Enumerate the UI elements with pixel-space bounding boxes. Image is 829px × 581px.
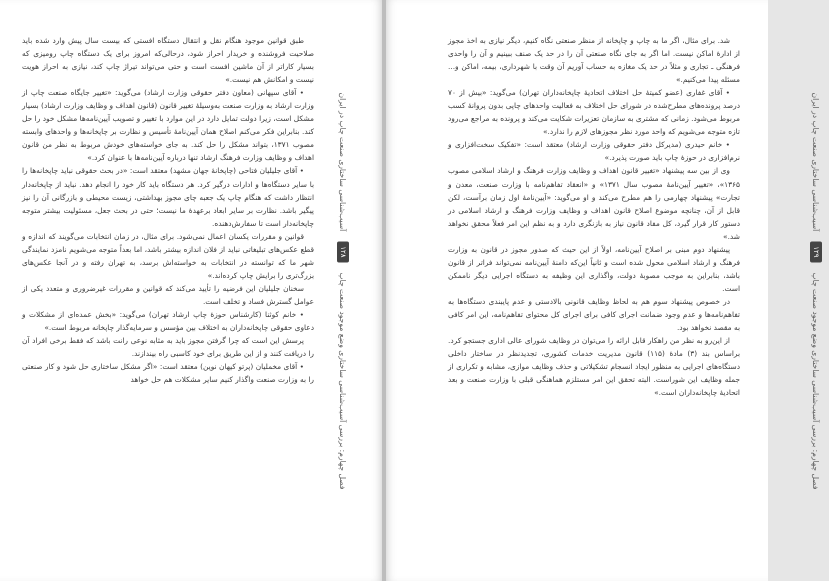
paragraph: سخنان جلیلیان این فرضیه را تأیید می‌کند که قوانین و مقررات غیرضروری و متعدد یکی از عوامل گسترش فساد و تخلف است. (22, 283, 314, 306)
running-chapter: فصل چهارم: بررسی آسیب‌شناسی ساختاری وضع موجود صنعت چاپ (338, 271, 348, 489)
right-page-text (448, 34, 740, 554)
paragraph: • خانم کوثنا (کارشناس حوزهٔ چاپ ارشاد تهران) می‌گوید: «بخش عمده‌ای از مشکلات و دعاوی حقوقی چاپخانه‌داران به اختلاف بین مؤسس و سرمایه‌گذار چاپخانه مربوط است.» (22, 309, 314, 333)
paragraph: • آقای جلیلیان فتاحی (چاپخانهٔ جهان مشهد) معتقد است: «در بحث حقوقی نباید چاپخانه‌ها را با سایر دستگاه‌ها و ادارات درگیر کرد. هر دستگاه باید کار خود را انجام دهد. نباید از چاپخانه‌دار انتظار داشت که هنگام چاپ یک جعبه چای مجوز بهداشتی، زیست محیطی و بازرگانی آن را نیز پیگیر باشد. نظارت بر سایر ابعاد برعهدهٔ ما نیست؛ حتی در بحث جعل، مسئولیت بیشتر متوجه چاپخانه‌دار است تا سفارش‌دهنده. (22, 166, 314, 228)
paragraph: • خانم حیدری (مدیرکل دفتر حقوقی وزارت ارشاد) معتقد است: «تفکیک سخت‌افزاری و نرم‌افزاری در حوزهٔ چاپ باید صورت پذیرد.» (448, 140, 740, 163)
left-page (0, 0, 382, 581)
paragraph: • آقای غفاری (عضو کمیتهٔ حل اختلاف اتحادیهٔ چاپخانه‌داران تهران) می‌گوید: «بیش از ۷۰ درصد پرونده‌های مطرح‌شده در شورای حل اختلاف به فعالیت واحدهای چاپی بدون پروانهٔ کسب مربوط می‌شود. زمانی که مشتری به سازمان تعزیرات شکایت می‌کند و پرونده به مراجع می‌رود تازه متوجه می‌شویم که واحد مورد نظر مجوزهای لازم را ندارد.» (448, 88, 740, 137)
right-page (386, 0, 821, 581)
left-page-text (22, 34, 314, 554)
page-number: ۱۲۸ (337, 241, 349, 262)
paragraph: • آقای سپهانی (معاون دفتر حقوقی وزارت ارشاد) می‌گوید: «تغییر جایگاه صنعت چاپ از وزارت ارشاد به وزارت صنعت به‌وسیلهٔ تغییر قانون (قانون اهداف و وظایف وزارت ارشاد) بسیار مشکل است، زیرا دولت تمایل دارد در این موارد با تغییر و تصویب آیین‌نامه‌ها مشکل خود را حل کند. بنابراین فکر می‌کنم اصلاح همان آیین‌نامهٔ تأسیس و نظارت بر چاپخانه‌ها و واحدهای وابسته مصوب ۱۳۷۱، بتواند مشکل را حل کند. به جای خواسته‌های خودش مربوط به نظر من قانون اهداف و وظایف وزارت فرهنگ ارشاد تنها درباره آیین‌نامه‌ها با عنوان کرد.» (22, 88, 314, 163)
paragraph: • آقای مخملیان (پرتو کیهان نوین) معتقد است: «اگر مشکل ساختاری حل شود و کار صنعتی را به وزارت صنعت واگذار کنیم سایر مشکلات هم حل خواهد (22, 362, 314, 385)
paragraph: پیشنهاد دوم مبنی بر اصلاح آیین‌نامه، اولاً از این حیث که صدور مجوز در قانون به وزارت فرهنگ و ارشاد اسلامی محول شده است و ثانیاً این‌که دامنهٔ آیین‌نامه نمی‌تواند فراتر از قانون باشد، بنابراین به موجب مصوبهٔ دولت، واگذاری این وظیفه به دستگاه اجرایی دیگر ناممکن است. (448, 244, 740, 293)
paragraph: پرسش این است که چرا گرفتن مجوز باید به مثابه نوعی رانت باشد که فقط برخی افراد آن را دریافت کنند و از این طریق برای خود کاسبی راه بیندازند. (22, 336, 314, 359)
paragraph: شد. برای مثال، اگر ما به چاپ و چاپخانه از منظر صنعتی نگاه کنیم، دیگر نیازی به اخذ مجوز از ادارهٔ اماکن نیست. اما اگر به جای نگاه صنعتی آن را در حد یک صنف ببینیم و آن را واحدی فرهنگی ـ تجاری و مثلاً در حد یک مغازه به حساب آوریم آن وقت با شهرداری، بیمه، اماکن و... مسئله پیدا می‌کنیم.» (448, 36, 740, 85)
paragraph: قوانین و مقررات یکسان اعمال نمی‌شود. برای مثال، در زمان انتخابات می‌گویند که اندازه و قطع عکس‌های تبلیغاتی نباید از فلان اندازه بیشتر باشد، اما بعداً متوجه می‌شویم نامزد نمایندگی شهر ما که توانسته در انتخابات به خواسته‌اش برسد، به تهران رفته و در آنجا عکس‌های بزرگ‌تری را برایش چاپ کرده‌اند.» (22, 231, 314, 280)
paragraph: وی از بین سه پیشنهاد «تغییر قانون اهداف و وظایف وزارت فرهنگ و ارشاد اسلامی مصوب ۱۳۶۵»، «تغییر آیین‌نامهٔ مصوب سال ۱۳۷۱» و «انعقاد تفاهم‌نامه با وزارت صنعت، معدن و تجارت» پیشنهاد چهارمی را هم مطرح می‌کند و او می‌گوید: «آیین‌نامهٔ اول زمان برآست، لکن قابل از آن، چنانچه موضوع اصلاح قانون اهداف و وظایف وزارت فرهنگ و ارشاد اسلامی در دستور کار قرار گیرد، کل مفاد قانون نیاز به بازنگری دارد و به نظم این امر فعلاً محقق نخواهد شد.» (448, 166, 740, 241)
left-running-head (330, 0, 356, 581)
page-number: ۱۲۹ (810, 241, 822, 262)
running-title: آسیب‌شناسی ساختاری صنعت چاپ در ایران (811, 92, 821, 231)
paragraph: در خصوص پیشنهاد سوم هم به لحاظ وظایف قانونی بالادستی و عدم پایبندی دستگاه‌ها به تفاهم‌نامه‌ها و عدم وجود ضمانت اجرای کافی برای اجرای کل محتوای تفاهم‌نامه، این امر کافی به مقصد نخواهد بود. (448, 296, 740, 333)
right-running-head (803, 0, 829, 581)
paragraph: از این‌رو به نظر من راهکار قابل ارائه را می‌توان در وظایف شورای عالی اداری جستجو کرد. براساس بند (۳) مادهٔ (۱۱۵) قانون مدیریت خدمات کشوری، تجدیدنظر در ساختار داخلی دستگاه‌های اجرایی به منظور ایجاد انسجام تشکیلاتی و حذف وظایف موازی، مشابه و تکراری از جمله وظایف این شوراست. البته تحقق این امر مستلزم هماهنگی قبلی با وزارت صنعت و بعد اتحادیهٔ چاپخانه‌داران است.» (448, 336, 741, 398)
running-title: آسیب‌شناسی ساختاری صنعت چاپ در ایران (338, 92, 348, 231)
running-chapter: فصل چهارم: بررسی آسیب‌شناسی ساختاری وضع موجود صنعت چاپ (811, 271, 821, 489)
paragraph: طبق قوانین موجود هنگام نقل و انتقال دستگاه افستی که بیست سال پیش وارد شده باید صلاحیت فروشنده و خریدار احراز شود، درحالی‌که امروز برای یک دستگاه چاپ رومیزی که بسیار کاراتر از آن ماشین افست است و حتی می‌تواند تیراژ چاپ کند، نیازی به احراز هویت نیست و امکانش هم نیست.» (22, 36, 314, 85)
